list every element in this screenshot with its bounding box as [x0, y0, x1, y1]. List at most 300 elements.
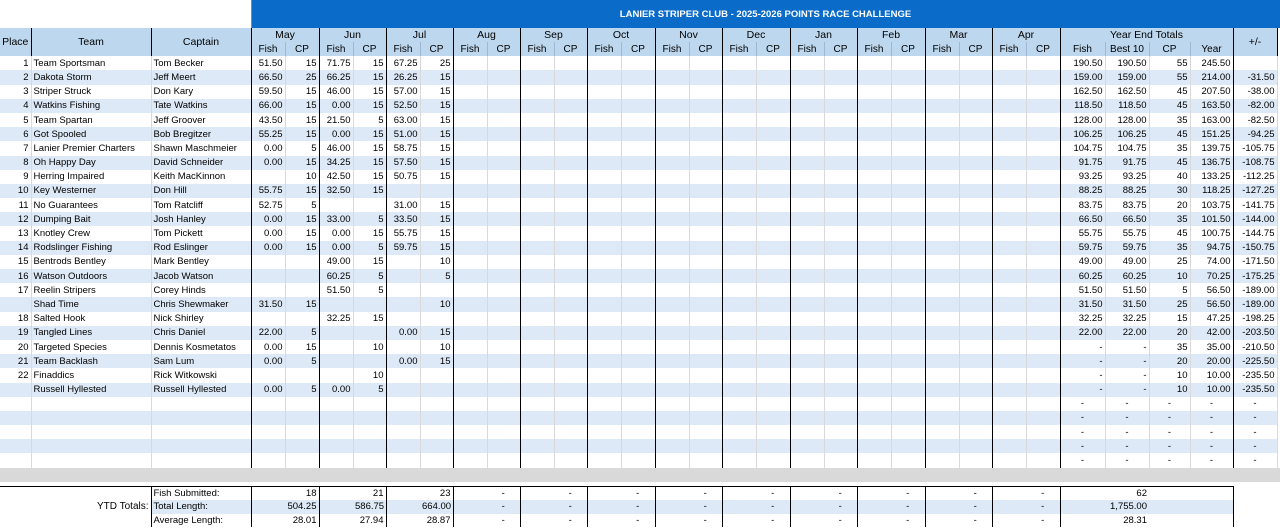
cp-cell[interactable] [621, 354, 655, 368]
fish-cell[interactable]: 67.25 [386, 56, 420, 70]
fish-cell[interactable]: 42.50 [319, 170, 353, 184]
fish-subheader[interactable]: Fish [520, 42, 554, 56]
plus-minus-cell[interactable]: -235.50 [1233, 368, 1277, 382]
fish-cell[interactable] [587, 113, 621, 127]
cp-cell[interactable] [891, 212, 925, 226]
fish-cell[interactable] [453, 226, 487, 240]
captain-cell[interactable]: Shawn Maschmeier [151, 141, 251, 155]
fish-cell[interactable] [251, 439, 285, 453]
cp-cell[interactable] [1026, 383, 1060, 397]
fish-cell[interactable]: 0.00 [386, 354, 420, 368]
captain-header[interactable]: Captain [151, 28, 251, 56]
cp-cell[interactable] [824, 312, 857, 326]
cp-cell[interactable] [353, 411, 386, 425]
fish-cell[interactable] [857, 326, 891, 340]
fish-cell[interactable] [587, 255, 621, 269]
year-end-cell[interactable]: - [1060, 453, 1105, 467]
cp-cell[interactable] [756, 439, 790, 453]
cp-cell[interactable] [689, 425, 722, 439]
fish-cell[interactable] [925, 170, 959, 184]
fish-cell[interactable]: 66.50 [251, 70, 285, 84]
fish-cell[interactable] [857, 439, 891, 453]
fish-subheader[interactable]: Fish [587, 42, 621, 56]
fish-cell[interactable] [925, 269, 959, 283]
plus-minus-cell[interactable]: -31.50 [1233, 70, 1277, 84]
fish-cell[interactable] [587, 326, 621, 340]
fish-cell[interactable] [453, 383, 487, 397]
year-end-cell[interactable]: 128.00 [1060, 113, 1105, 127]
plus-minus-cell[interactable]: - [1233, 397, 1277, 411]
cp-cell[interactable] [1026, 156, 1060, 170]
cp-cell[interactable] [689, 411, 722, 425]
fish-cell[interactable] [992, 226, 1026, 240]
cp-cell[interactable]: 15 [353, 170, 386, 184]
place-cell[interactable]: 15 [0, 255, 31, 269]
place-cell[interactable]: 6 [0, 127, 31, 141]
year-end-cell[interactable]: 35 [1149, 113, 1190, 127]
cp-cell[interactable] [891, 170, 925, 184]
team-cell[interactable]: Dakota Storm [31, 70, 151, 84]
fish-cell[interactable] [992, 99, 1026, 113]
team-cell[interactable]: Bentrods Bentley [31, 255, 151, 269]
fish-cell[interactable] [790, 439, 824, 453]
fish-subheader[interactable]: Fish [386, 42, 420, 56]
fish-cell[interactable] [722, 397, 756, 411]
year-end-cell[interactable]: 83.75 [1105, 198, 1149, 212]
cp-cell[interactable] [689, 70, 722, 84]
fish-cell[interactable] [925, 383, 959, 397]
year-end-cell[interactable]: - [1060, 439, 1105, 453]
fish-cell[interactable] [790, 368, 824, 382]
fish-cell[interactable] [857, 269, 891, 283]
year-end-cell[interactable]: - [1190, 411, 1233, 425]
year-end-cell[interactable]: 55 [1149, 70, 1190, 84]
captain-cell[interactable]: Sam Lum [151, 354, 251, 368]
team-cell[interactable] [31, 439, 151, 453]
fish-cell[interactable] [587, 269, 621, 283]
fish-cell[interactable] [857, 255, 891, 269]
fish-cell[interactable] [857, 212, 891, 226]
captain-cell[interactable]: Nick Shirley [151, 312, 251, 326]
fish-cell[interactable] [587, 226, 621, 240]
cp-cell[interactable] [285, 397, 319, 411]
fish-cell[interactable] [655, 241, 689, 255]
fish-cell[interactable] [790, 56, 824, 70]
cp-cell[interactable] [689, 56, 722, 70]
cp-cell[interactable] [756, 453, 790, 467]
fish-cell[interactable] [453, 397, 487, 411]
fish-cell[interactable]: 0.00 [319, 226, 353, 240]
fish-cell[interactable] [453, 326, 487, 340]
plus-minus-cell[interactable]: -175.25 [1233, 269, 1277, 283]
cp-cell[interactable] [824, 184, 857, 198]
cp-cell[interactable] [824, 297, 857, 311]
fish-cell[interactable] [453, 212, 487, 226]
fish-cell[interactable] [992, 127, 1026, 141]
fish-cell[interactable] [520, 283, 554, 297]
place-cell[interactable]: 13 [0, 226, 31, 240]
month-header-dec[interactable]: Dec [722, 28, 790, 42]
cp-cell[interactable] [689, 439, 722, 453]
cp-cell[interactable]: 15 [353, 141, 386, 155]
fish-cell[interactable] [520, 269, 554, 283]
cp-cell[interactable] [891, 198, 925, 212]
cp-cell[interactable] [285, 411, 319, 425]
fish-cell[interactable]: 0.00 [386, 326, 420, 340]
cp-cell[interactable] [959, 241, 992, 255]
fish-cell[interactable] [992, 56, 1026, 70]
cp-cell[interactable] [891, 255, 925, 269]
fish-cell[interactable] [319, 297, 353, 311]
cp-cell[interactable] [689, 99, 722, 113]
cp-cell[interactable] [756, 397, 790, 411]
fish-cell[interactable] [790, 156, 824, 170]
cp-subheader[interactable]: CP [756, 42, 790, 56]
cp-cell[interactable] [959, 70, 992, 84]
cp-cell[interactable]: 25 [420, 56, 453, 70]
fish-cell[interactable] [655, 170, 689, 184]
plus-minus-cell[interactable]: -198.25 [1233, 312, 1277, 326]
fish-cell[interactable] [655, 383, 689, 397]
cp-cell[interactable] [487, 241, 520, 255]
team-cell[interactable]: Targeted Species [31, 340, 151, 354]
year-end-cell[interactable]: 60.25 [1060, 269, 1105, 283]
cp-cell[interactable] [1026, 85, 1060, 99]
cp-cell[interactable] [689, 241, 722, 255]
place-cell[interactable] [0, 453, 31, 467]
year-end-cell[interactable]: 40 [1149, 170, 1190, 184]
cp-cell[interactable]: 15 [420, 241, 453, 255]
fish-cell[interactable] [857, 184, 891, 198]
fish-cell[interactable]: 31.50 [251, 297, 285, 311]
plus-minus-cell[interactable]: -189.00 [1233, 283, 1277, 297]
captain-cell[interactable]: Chris Shewmaker [151, 297, 251, 311]
cp-cell[interactable] [891, 99, 925, 113]
fish-cell[interactable] [319, 326, 353, 340]
fish-cell[interactable] [520, 397, 554, 411]
fish-cell[interactable] [520, 326, 554, 340]
cp-cell[interactable] [353, 354, 386, 368]
fish-cell[interactable]: 0.00 [251, 354, 285, 368]
team-cell[interactable] [31, 453, 151, 467]
cp-cell[interactable] [689, 141, 722, 155]
year-end-cell[interactable]: 104.75 [1105, 141, 1149, 155]
cp-cell[interactable] [487, 439, 520, 453]
cp-cell[interactable]: 15 [353, 156, 386, 170]
plus-minus-cell[interactable]: -82.50 [1233, 113, 1277, 127]
fish-cell[interactable] [992, 184, 1026, 198]
fish-cell[interactable]: 0.00 [251, 226, 285, 240]
cp-cell[interactable] [1026, 453, 1060, 467]
cp-cell[interactable] [689, 397, 722, 411]
fish-cell[interactable] [790, 99, 824, 113]
fish-cell[interactable] [790, 312, 824, 326]
cp-cell[interactable] [621, 198, 655, 212]
cp-cell[interactable] [621, 184, 655, 198]
year-end-cell[interactable]: - [1149, 397, 1190, 411]
fish-cell[interactable] [992, 439, 1026, 453]
fish-cell[interactable] [790, 297, 824, 311]
team-cell[interactable] [31, 411, 151, 425]
fish-cell[interactable] [655, 340, 689, 354]
cp-cell[interactable] [756, 269, 790, 283]
cp-cell[interactable]: 15 [420, 326, 453, 340]
ye-subheader[interactable]: Year [1190, 42, 1233, 56]
fish-cell[interactable] [790, 113, 824, 127]
year-end-cell[interactable]: 25 [1149, 255, 1190, 269]
team-cell[interactable] [31, 397, 151, 411]
plus-minus-cell[interactable]: -112.25 [1233, 170, 1277, 184]
fish-cell[interactable] [790, 212, 824, 226]
fish-cell[interactable] [520, 312, 554, 326]
place-cell[interactable]: 4 [0, 99, 31, 113]
fish-cell[interactable] [925, 397, 959, 411]
cp-cell[interactable] [554, 312, 587, 326]
cp-cell[interactable]: 15 [285, 226, 319, 240]
fish-cell[interactable] [655, 56, 689, 70]
fish-cell[interactable] [520, 184, 554, 198]
captain-cell[interactable] [151, 397, 251, 411]
cp-cell[interactable] [621, 340, 655, 354]
fish-cell[interactable] [857, 453, 891, 467]
fish-cell[interactable] [925, 283, 959, 297]
fish-cell[interactable] [722, 269, 756, 283]
place-cell[interactable]: 5 [0, 113, 31, 127]
fish-cell[interactable] [319, 354, 353, 368]
cp-cell[interactable] [554, 283, 587, 297]
year-end-cell[interactable]: 60.25 [1105, 269, 1149, 283]
fish-cell[interactable] [857, 170, 891, 184]
year-end-cell[interactable]: - [1105, 340, 1149, 354]
year-end-cell[interactable]: - [1105, 397, 1149, 411]
fish-cell[interactable]: 50.75 [386, 170, 420, 184]
year-end-cell[interactable]: 45 [1149, 85, 1190, 99]
fish-cell[interactable] [857, 226, 891, 240]
cp-cell[interactable] [689, 127, 722, 141]
fish-cell[interactable] [992, 156, 1026, 170]
cp-cell[interactable]: 15 [420, 70, 453, 84]
cp-cell[interactable] [891, 70, 925, 84]
fish-cell[interactable] [655, 453, 689, 467]
fish-cell[interactable] [587, 283, 621, 297]
fish-cell[interactable] [587, 99, 621, 113]
cp-cell[interactable] [621, 127, 655, 141]
cp-cell[interactable] [756, 113, 790, 127]
cp-cell[interactable]: 5 [353, 383, 386, 397]
fish-cell[interactable] [925, 312, 959, 326]
fish-cell[interactable] [857, 127, 891, 141]
fish-cell[interactable] [655, 113, 689, 127]
cp-cell[interactable]: 15 [285, 297, 319, 311]
fish-cell[interactable] [925, 453, 959, 467]
cp-cell[interactable] [487, 312, 520, 326]
year-end-cell[interactable]: 74.00 [1190, 255, 1233, 269]
fish-cell[interactable] [925, 70, 959, 84]
fish-cell[interactable] [587, 354, 621, 368]
fish-cell[interactable]: 51.00 [386, 127, 420, 141]
year-end-cell[interactable]: 35 [1149, 340, 1190, 354]
fish-cell[interactable] [587, 425, 621, 439]
fish-cell[interactable] [992, 425, 1026, 439]
year-end-cell[interactable]: - [1060, 354, 1105, 368]
cp-cell[interactable]: 15 [420, 99, 453, 113]
cp-cell[interactable] [756, 56, 790, 70]
fish-cell[interactable] [857, 368, 891, 382]
year-end-cell[interactable]: 55.75 [1105, 226, 1149, 240]
cp-cell[interactable] [959, 226, 992, 240]
cp-cell[interactable] [959, 354, 992, 368]
fish-cell[interactable] [520, 354, 554, 368]
fish-cell[interactable] [857, 241, 891, 255]
year-end-cell[interactable]: 25 [1149, 297, 1190, 311]
place-cell[interactable]: 2 [0, 70, 31, 84]
fish-cell[interactable] [655, 255, 689, 269]
fish-cell[interactable] [992, 411, 1026, 425]
cp-cell[interactable] [891, 439, 925, 453]
fish-cell[interactable] [925, 226, 959, 240]
year-end-cell[interactable]: - [1149, 411, 1190, 425]
fish-cell[interactable] [453, 354, 487, 368]
fish-cell[interactable] [722, 141, 756, 155]
year-end-cell[interactable]: 100.75 [1190, 226, 1233, 240]
team-cell[interactable]: Tangled Lines [31, 326, 151, 340]
team-cell[interactable]: Striper Struck [31, 85, 151, 99]
captain-cell[interactable]: Jeff Groover [151, 113, 251, 127]
cp-cell[interactable] [621, 70, 655, 84]
fish-cell[interactable] [722, 156, 756, 170]
cp-cell[interactable] [689, 269, 722, 283]
cp-cell[interactable] [621, 212, 655, 226]
cp-cell[interactable] [756, 326, 790, 340]
cp-cell[interactable] [420, 312, 453, 326]
team-cell[interactable]: Russell Hyllested [31, 383, 151, 397]
cp-cell[interactable] [487, 85, 520, 99]
fish-cell[interactable] [857, 283, 891, 297]
month-header-aug[interactable]: Aug [453, 28, 520, 42]
cp-cell[interactable] [487, 70, 520, 84]
cp-subheader[interactable]: CP [824, 42, 857, 56]
plus-minus-cell[interactable]: -141.75 [1233, 198, 1277, 212]
fish-cell[interactable] [790, 383, 824, 397]
fish-cell[interactable] [453, 198, 487, 212]
year-end-cell[interactable]: - [1060, 340, 1105, 354]
fish-cell[interactable]: 22.00 [251, 326, 285, 340]
captain-cell[interactable]: Chris Daniel [151, 326, 251, 340]
cp-cell[interactable]: 10 [420, 255, 453, 269]
year-end-cell[interactable]: 104.75 [1060, 141, 1105, 155]
cp-cell[interactable] [487, 425, 520, 439]
fish-cell[interactable]: 33.50 [386, 212, 420, 226]
fish-cell[interactable]: 0.00 [251, 340, 285, 354]
cp-cell[interactable] [959, 368, 992, 382]
year-end-cell[interactable]: 10 [1149, 269, 1190, 283]
fish-cell[interactable] [520, 113, 554, 127]
fish-cell[interactable] [722, 212, 756, 226]
fish-cell[interactable] [655, 156, 689, 170]
year-end-cell[interactable]: 31.50 [1105, 297, 1149, 311]
fish-cell[interactable]: 55.75 [251, 184, 285, 198]
place-cell[interactable]: 11 [0, 198, 31, 212]
fish-cell[interactable] [520, 453, 554, 467]
fish-cell[interactable] [520, 70, 554, 84]
fish-cell[interactable] [453, 312, 487, 326]
cp-cell[interactable] [959, 425, 992, 439]
cp-subheader[interactable]: CP [487, 42, 520, 56]
cp-cell[interactable]: 5 [285, 198, 319, 212]
fish-cell[interactable]: 57.00 [386, 85, 420, 99]
cp-cell[interactable]: 15 [285, 241, 319, 255]
fish-cell[interactable] [655, 212, 689, 226]
cp-cell[interactable] [959, 85, 992, 99]
fish-cell[interactable] [655, 425, 689, 439]
cp-cell[interactable] [554, 156, 587, 170]
cp-cell[interactable] [487, 156, 520, 170]
captain-cell[interactable] [151, 453, 251, 467]
fish-cell[interactable] [251, 170, 285, 184]
fish-cell[interactable] [790, 70, 824, 84]
place-header[interactable]: Place [0, 28, 31, 56]
year-end-cell[interactable]: 83.75 [1060, 198, 1105, 212]
cp-cell[interactable] [487, 297, 520, 311]
cp-cell[interactable] [756, 383, 790, 397]
cp-cell[interactable] [554, 184, 587, 198]
year-end-cell[interactable]: 118.50 [1060, 99, 1105, 113]
cp-cell[interactable] [554, 170, 587, 184]
fish-cell[interactable] [520, 212, 554, 226]
plus-minus-cell[interactable]: -144.75 [1233, 226, 1277, 240]
fish-cell[interactable] [520, 170, 554, 184]
cp-cell[interactable] [1026, 439, 1060, 453]
cp-cell[interactable] [1026, 184, 1060, 198]
fish-cell[interactable] [790, 326, 824, 340]
fish-cell[interactable] [319, 425, 353, 439]
fish-cell[interactable] [925, 198, 959, 212]
cp-cell[interactable] [285, 283, 319, 297]
fish-cell[interactable]: 0.00 [251, 141, 285, 155]
fish-cell[interactable] [386, 297, 420, 311]
team-cell[interactable]: Herring Impaired [31, 170, 151, 184]
cp-cell[interactable] [824, 368, 857, 382]
year-end-cell[interactable]: - [1060, 397, 1105, 411]
fish-cell[interactable] [925, 241, 959, 255]
captain-cell[interactable]: Rod Eslinger [151, 241, 251, 255]
cp-cell[interactable] [891, 354, 925, 368]
fish-cell[interactable] [925, 354, 959, 368]
fish-cell[interactable] [857, 156, 891, 170]
year-end-cell[interactable]: 162.50 [1105, 85, 1149, 99]
place-cell[interactable]: 22 [0, 368, 31, 382]
year-end-cell[interactable]: 20.00 [1190, 354, 1233, 368]
cp-cell[interactable] [689, 113, 722, 127]
fish-cell[interactable] [453, 85, 487, 99]
fish-cell[interactable] [925, 85, 959, 99]
fish-cell[interactable] [453, 340, 487, 354]
cp-cell[interactable] [621, 411, 655, 425]
fish-cell[interactable] [587, 184, 621, 198]
cp-cell[interactable] [756, 425, 790, 439]
place-cell[interactable]: 9 [0, 170, 31, 184]
year-end-cell[interactable]: 35 [1149, 241, 1190, 255]
cp-cell[interactable] [1026, 397, 1060, 411]
cp-cell[interactable] [621, 241, 655, 255]
fish-cell[interactable] [722, 354, 756, 368]
fish-cell[interactable] [925, 99, 959, 113]
year-end-cell[interactable]: 45 [1149, 156, 1190, 170]
year-end-cell[interactable]: - [1190, 425, 1233, 439]
fish-cell[interactable] [587, 56, 621, 70]
fish-cell[interactable] [587, 439, 621, 453]
fish-cell[interactable] [722, 340, 756, 354]
